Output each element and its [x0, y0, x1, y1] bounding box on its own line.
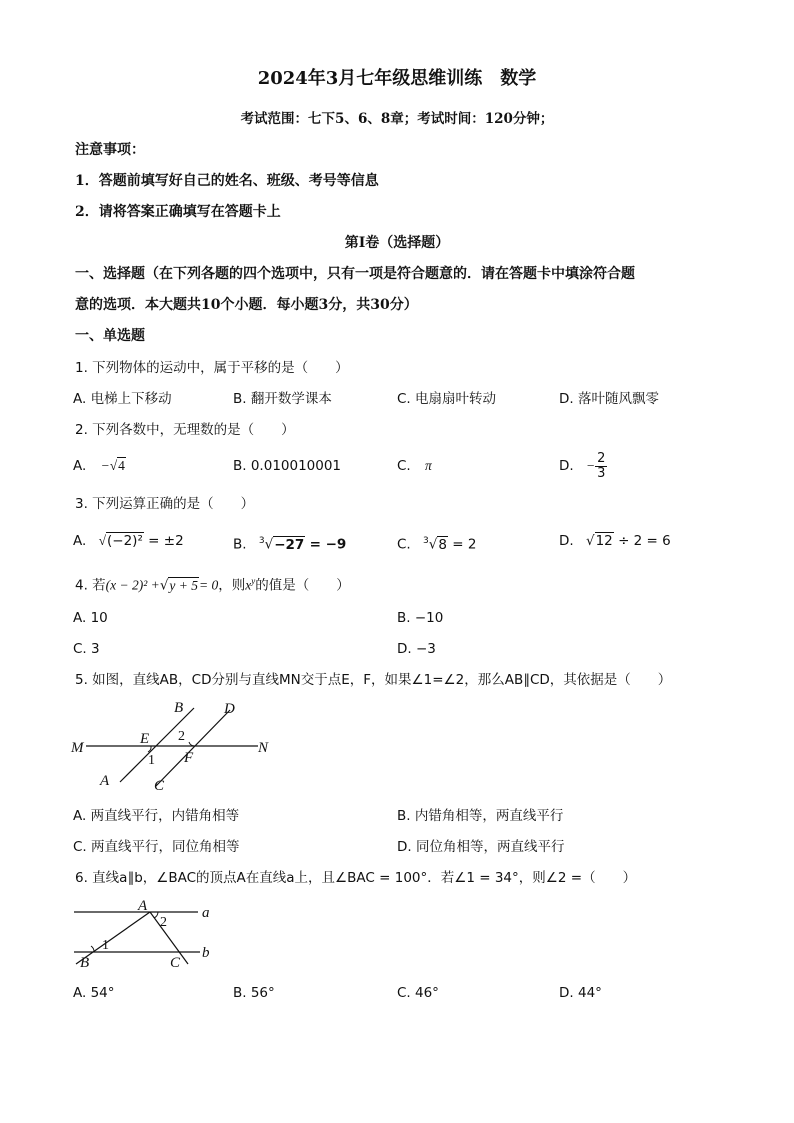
label-angle-1: 1: [102, 938, 109, 953]
question-6-option-a: A. 54°: [73, 985, 115, 1001]
question-2-option-d: [559, 449, 607, 483]
exam-scope: 考试范围：七下5、6、8章；考试时间：120分钟；: [240, 111, 554, 127]
label-vertex-b: B: [80, 955, 90, 971]
math-expression: (x − 2)² +: [105, 577, 160, 593]
part1-title: 第Ⅰ卷（选择题）: [344, 235, 450, 251]
label-d: D: [224, 701, 235, 717]
option-label: D.: [559, 458, 574, 474]
segment-ac: [150, 912, 188, 964]
radicand: −27: [274, 536, 305, 553]
option-label: A.: [73, 458, 87, 474]
question-6-option-c: C. 46°: [397, 985, 439, 1001]
page-title: 2024年3月七年级思维训练 数学: [257, 68, 537, 89]
question-3-stem: 3. 下列运算正确的是（ ）: [75, 496, 255, 512]
fraction: $\frac{2}{3}$: [597, 450, 606, 481]
question-1-option-a: A. 电梯上下移动: [73, 391, 172, 407]
question-6-figure: [68, 896, 228, 974]
minus-sign: −: [585, 458, 596, 473]
label-vertex-c: C: [170, 955, 181, 971]
option-label: D.: [559, 533, 574, 549]
label-line-b: b: [202, 945, 210, 961]
question-1-option-c: C. 电扇扇叶转动: [397, 391, 497, 407]
radicand: (−2)²: [107, 533, 143, 549]
question-4-option-d: D. −3: [397, 641, 436, 657]
label-angle-2: 2: [178, 729, 185, 744]
question-2-option-b: B. 0.010010001: [233, 458, 342, 474]
question-1-option-d: D. 落叶随风飘零: [559, 391, 659, 407]
label-c: C: [154, 778, 165, 794]
question-2-stem: 2. 下列各数中，无理数的是（ ）: [75, 422, 295, 438]
question-2-option-a: A. −√4: [73, 458, 125, 474]
label-line-a: a: [202, 905, 210, 921]
option-label: B.: [233, 536, 247, 553]
question-4-option-b: B. −10: [397, 610, 444, 626]
label-n: N: [258, 740, 269, 756]
label-b: B: [174, 700, 184, 716]
radicand: 4: [118, 458, 125, 473]
minus-sign: −: [100, 458, 110, 473]
label-m: M: [71, 740, 84, 756]
label-vertex-a: A: [138, 898, 148, 914]
question-6-option-b: B. 56°: [233, 985, 275, 1001]
question-3-option-d: D. √12 ÷ 2 = 6: [559, 533, 671, 549]
question-1-stem: 1. 下列物体的运动中，属于平移的是（ ）: [75, 360, 349, 376]
question-2-option-c: [397, 457, 432, 475]
label-f: F: [184, 750, 194, 766]
label-a: A: [100, 773, 110, 789]
root-index: 3: [258, 536, 265, 546]
option-label: C.: [397, 458, 411, 474]
notes-heading: 注意事项：: [75, 142, 145, 158]
expression-rest: = 2: [452, 536, 477, 553]
question-5-option-c: C. 两直线平行，同位角相等: [73, 839, 240, 855]
question-5-option-a: A. 两直线平行，内错角相等: [73, 808, 240, 824]
option-label: A.: [73, 533, 87, 549]
radicand: 12: [595, 533, 613, 549]
note-item-2: 2．请将答案正确填写在答题卡上: [75, 204, 281, 220]
expression-rest: ÷ 2 = 6: [618, 533, 671, 549]
line-cd: [156, 710, 230, 786]
section-instruction-line1: 一、选择题（在下列各题的四个选项中，只有一项是符合题意的．请在答题卡中填涂符合题: [75, 266, 635, 282]
question-4-stem: 4. 若(x − 2)² +√y + 5= 0，则$x^y$的值是（ ）: [75, 576, 350, 594]
pi-value: π: [425, 458, 432, 473]
question-4-option-a: A. 10: [73, 610, 108, 626]
note-item-1: 1．答题前填写好自己的姓名、班级、考号等信息: [75, 173, 379, 189]
question-1-option-b: B. 翻开数学课本: [233, 391, 332, 407]
question-3-option-b: B. $^3$√−27 = −9: [233, 536, 347, 553]
question-5-stem: 5. 如图，直线AB，CD分别与直线MN交于点E，F，如果∠1=∠2，那么AB∥CD，其依据是（ ）: [75, 672, 672, 688]
question-5-option-b: B. 内错角相等，两直线平行: [397, 808, 564, 824]
question-3-option-a: A. √(−2)² = ±2: [73, 533, 184, 549]
question-4-option-c: C. 3: [73, 641, 100, 657]
question-6-option-d: D. 44°: [559, 985, 602, 1001]
section-instruction-line2: 意的选项．本大题共10个小题．每小题3分，共30分）: [75, 297, 418, 313]
question-5-figure: [68, 698, 288, 796]
label-angle-2: 2: [160, 915, 167, 930]
root-index: 3: [423, 536, 429, 546]
line-ab: [120, 708, 194, 782]
radicand: 8: [438, 536, 447, 553]
question-5-option-d: D. 同位角相等，两直线平行: [397, 839, 565, 855]
angle-1-arc: [91, 946, 94, 952]
question-6-stem: 6. 直线a∥b，∠BAC的顶点A在直线a上，且∠BAC = 100°．若∠1 = 34°，则∠2 =（ ）: [75, 870, 637, 886]
expression-rest: = −9: [309, 536, 347, 553]
label-angle-1: 1: [148, 753, 155, 768]
label-e: E: [140, 731, 150, 747]
radicand: y + 5: [169, 577, 199, 593]
expression-rest: = ±2: [148, 533, 184, 549]
angle-2-arc: [154, 912, 158, 918]
question-3-option-c: C. $^3$√8 = 2: [397, 536, 477, 553]
option-label: C.: [397, 536, 411, 553]
section-heading: 一、单选题: [75, 328, 145, 344]
